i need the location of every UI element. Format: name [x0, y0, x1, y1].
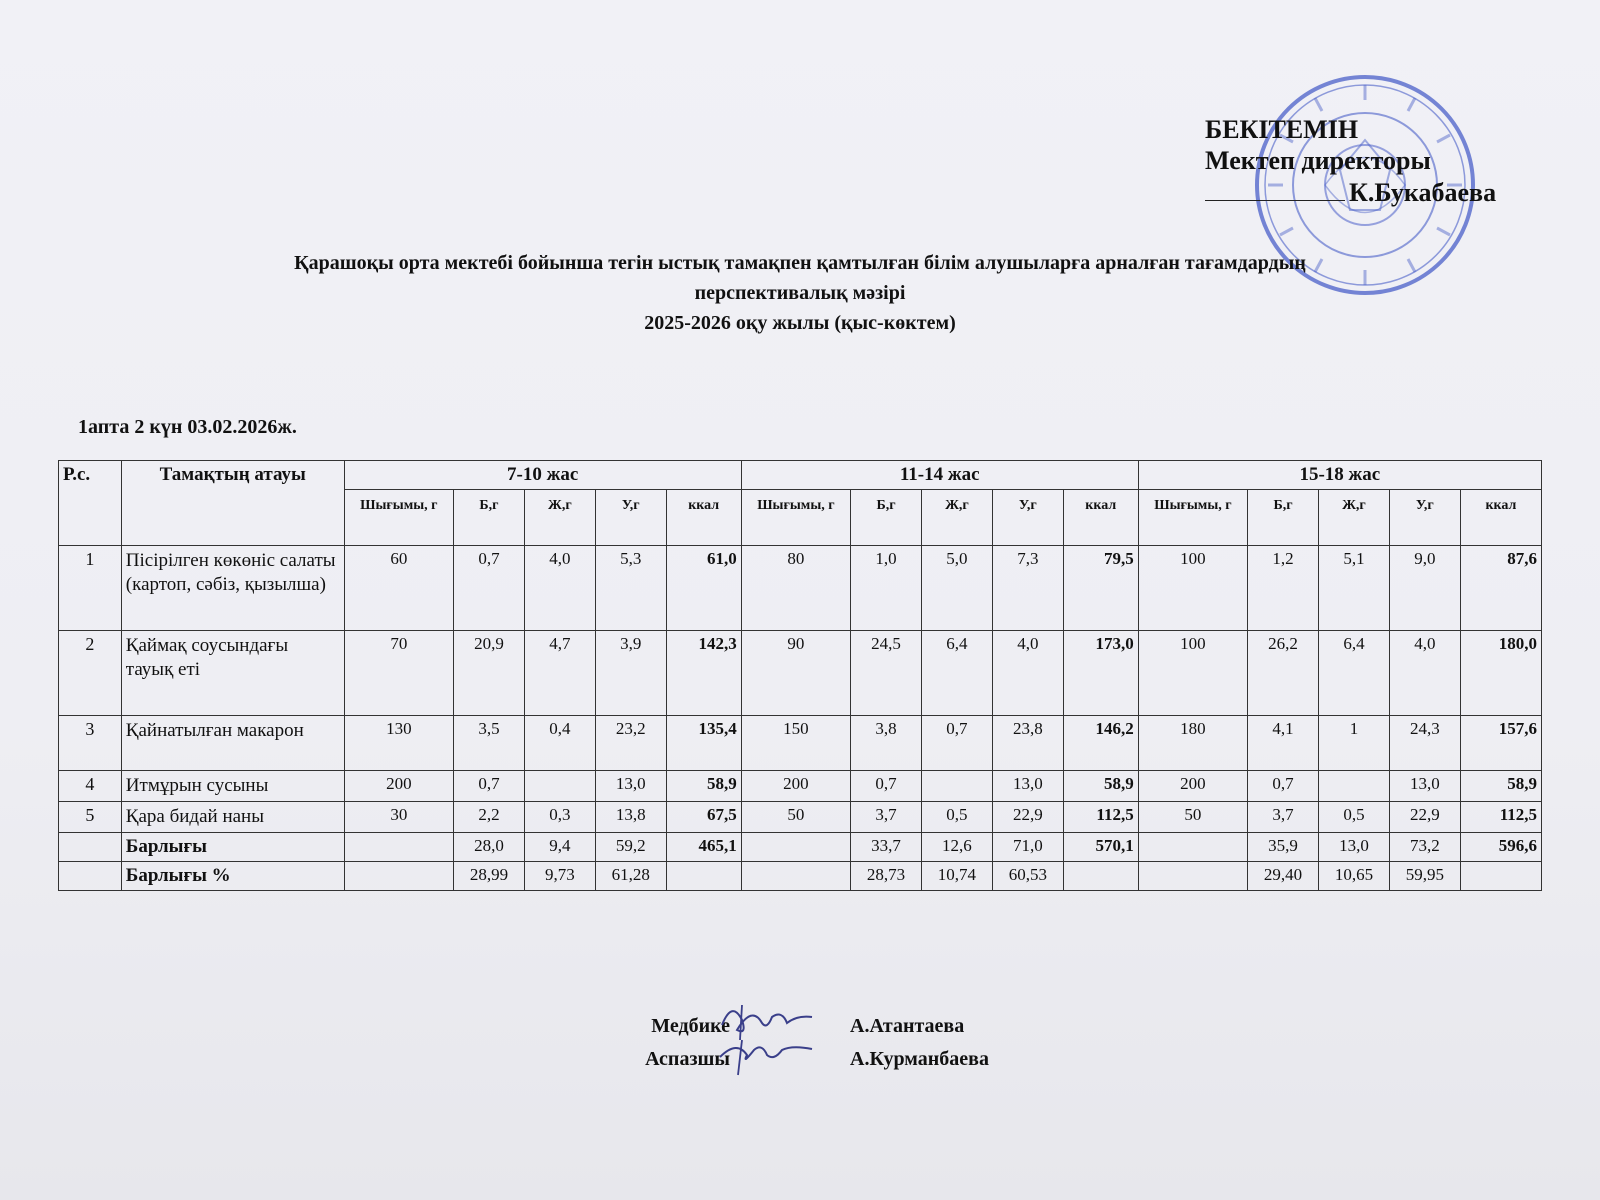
table-row	[59, 802, 1542, 833]
value-cell: 3,8	[851, 716, 922, 771]
table-row	[59, 631, 1542, 716]
value-cell: 0,7	[851, 771, 922, 802]
kcal-cell: 180,0	[1460, 631, 1541, 716]
kcal-total-cell: 570,1	[1063, 833, 1138, 862]
value-cell: 2,2	[454, 802, 525, 833]
total-row	[59, 833, 1542, 862]
row-number: 5	[59, 802, 122, 833]
week-day-label: 1апта 2 күн 03.02.2026ж.	[78, 416, 297, 438]
value-cell: 50	[741, 802, 850, 833]
kcal-cell: 146,2	[1063, 716, 1138, 771]
total-cell	[741, 833, 850, 862]
value-cell: 1	[1319, 716, 1390, 771]
signature-role: Медбике	[651, 1015, 730, 1037]
kcal-total-cell	[1063, 862, 1138, 891]
total-cell: 61,28	[595, 862, 666, 891]
value-cell: 4,0	[1389, 631, 1460, 716]
signature-name: А.Атантаева	[850, 1015, 965, 1037]
value-cell: 60	[344, 546, 453, 631]
value-cell: 1,2	[1248, 546, 1319, 631]
value-cell: 4,7	[524, 631, 595, 716]
value-cell: 13,0	[595, 771, 666, 802]
value-cell: 0,3	[524, 802, 595, 833]
total-cell	[1138, 862, 1247, 891]
kcal-cell: 112,5	[1063, 802, 1138, 833]
value-cell: 22,9	[992, 802, 1063, 833]
total-label: Барлығы	[121, 833, 344, 862]
value-cell: 3,7	[851, 802, 922, 833]
value-cell: 200	[344, 771, 453, 802]
kcal-cell: 58,9	[666, 771, 741, 802]
value-cell: 130	[344, 716, 453, 771]
subheader-cell: Ж,г	[1319, 490, 1390, 546]
total-cell: 35,9	[1248, 833, 1319, 862]
approval-block	[1205, 114, 1496, 208]
col-header-rn: Р.с.	[59, 461, 122, 546]
value-cell	[921, 771, 992, 802]
kcal-cell: 87,6	[1460, 546, 1541, 631]
kcal-cell: 112,5	[1460, 802, 1541, 833]
value-cell: 26,2	[1248, 631, 1319, 716]
dish-name: Қара бидай наны	[121, 802, 344, 833]
value-cell: 13,0	[1389, 771, 1460, 802]
kcal-cell: 135,4	[666, 716, 741, 771]
director-name: К.Букабаева	[1349, 178, 1497, 207]
empty-cell	[59, 833, 122, 862]
total-cell	[344, 862, 453, 891]
value-cell: 200	[741, 771, 850, 802]
kcal-cell: 79,5	[1063, 546, 1138, 631]
value-cell: 20,9	[454, 631, 525, 716]
value-cell: 5,1	[1319, 546, 1390, 631]
subheader-cell: Ж,г	[921, 490, 992, 546]
kcal-total-cell	[1460, 862, 1541, 891]
value-cell: 23,2	[595, 716, 666, 771]
kcal-cell: 173,0	[1063, 631, 1138, 716]
handwritten-signatures	[712, 995, 822, 1085]
table-row	[59, 546, 1542, 631]
group-header: 7-10 жас	[344, 461, 741, 490]
total-cell: 28,73	[851, 862, 922, 891]
value-cell: 24,5	[851, 631, 922, 716]
approval-position: Мектеп директоры	[1205, 146, 1431, 175]
row-number: 1	[59, 546, 122, 631]
value-cell: 3,9	[595, 631, 666, 716]
total-cell: 73,2	[1389, 833, 1460, 862]
value-cell: 4,0	[992, 631, 1063, 716]
subheader-cell: Ж,г	[524, 490, 595, 546]
value-cell: 0,7	[1248, 771, 1319, 802]
total-cell: 59,2	[595, 833, 666, 862]
total-cell: 9,4	[524, 833, 595, 862]
total-cell: 28,0	[454, 833, 525, 862]
value-cell: 0,7	[454, 771, 525, 802]
total-cell: 10,74	[921, 862, 992, 891]
total-cell: 60,53	[992, 862, 1063, 891]
subheader-cell: У,г	[992, 490, 1063, 546]
subheader-cell: У,г	[595, 490, 666, 546]
title-line-3: 2025-2026 оқу жылы (қыс-көктем)	[644, 312, 956, 334]
kcal-cell: 61,0	[666, 546, 741, 631]
value-cell: 180	[1138, 716, 1247, 771]
kcal-cell: 67,5	[666, 802, 741, 833]
value-cell: 13,8	[595, 802, 666, 833]
value-cell	[1319, 771, 1390, 802]
dish-name: Қаймақ соусындағы тауық еті	[121, 631, 344, 716]
subheader-cell: Шығымы, г	[1138, 490, 1247, 546]
header-row-groups	[59, 461, 1542, 490]
total-cell	[344, 833, 453, 862]
total-cell: 12,6	[921, 833, 992, 862]
total-label: Барлығы %	[121, 862, 344, 891]
total-cell	[741, 862, 850, 891]
total-cell: 59,95	[1389, 862, 1460, 891]
value-cell: 3,5	[454, 716, 525, 771]
table-row	[59, 771, 1542, 802]
value-cell: 6,4	[921, 631, 992, 716]
total-cell: 71,0	[992, 833, 1063, 862]
value-cell: 0,7	[921, 716, 992, 771]
title-line-2: перспективалық мәзірі	[694, 282, 906, 304]
subheader-cell: Б,г	[851, 490, 922, 546]
value-cell: 22,9	[1389, 802, 1460, 833]
value-cell: 150	[741, 716, 850, 771]
signature-role: Аспазшы	[645, 1048, 730, 1070]
value-cell: 90	[741, 631, 850, 716]
total-cell: 13,0	[1319, 833, 1390, 862]
value-cell: 50	[1138, 802, 1247, 833]
menu-table	[58, 460, 1542, 891]
dish-name: Қайнатылған макарон	[121, 716, 344, 771]
approval-signature-line	[1205, 176, 1496, 208]
table-row	[59, 716, 1542, 771]
total-cell: 29,40	[1248, 862, 1319, 891]
director-signature-blank	[1205, 176, 1345, 201]
value-cell: 6,4	[1319, 631, 1390, 716]
value-cell: 1,0	[851, 546, 922, 631]
value-cell: 5,3	[595, 546, 666, 631]
value-cell: 0,5	[1319, 802, 1390, 833]
row-number: 2	[59, 631, 122, 716]
value-cell: 70	[344, 631, 453, 716]
kcal-total-cell: 596,6	[1460, 833, 1541, 862]
empty-cell	[59, 862, 122, 891]
kcal-cell: 58,9	[1063, 771, 1138, 802]
menu-table-body	[59, 546, 1542, 891]
signature-name: А.Курманбаева	[850, 1048, 989, 1070]
total-cell: 28,99	[454, 862, 525, 891]
value-cell: 9,0	[1389, 546, 1460, 631]
subheader-cell: ккал	[1460, 490, 1541, 546]
group-header: 15-18 жас	[1138, 461, 1541, 490]
subheader-cell: ккал	[666, 490, 741, 546]
value-cell: 100	[1138, 631, 1247, 716]
value-cell: 100	[1138, 546, 1247, 631]
subheader-cell: Шығымы, г	[344, 490, 453, 546]
value-cell: 30	[344, 802, 453, 833]
value-cell: 5,0	[921, 546, 992, 631]
value-cell: 13,0	[992, 771, 1063, 802]
kcal-cell: 157,6	[1460, 716, 1541, 771]
kcal-total-cell	[666, 862, 741, 891]
col-header-name: Тамақтың атауы	[121, 461, 344, 546]
value-cell: 4,0	[524, 546, 595, 631]
total-cell: 10,65	[1319, 862, 1390, 891]
subheader-cell: У,г	[1389, 490, 1460, 546]
subheader-cell: ккал	[1063, 490, 1138, 546]
total-percent-row	[59, 862, 1542, 891]
value-cell: 0,4	[524, 716, 595, 771]
value-cell: 0,7	[454, 546, 525, 631]
value-cell	[524, 771, 595, 802]
title-line-1: Қарашоқы орта мектебі бойынша тегін ыстық тамақпен қамтылған білім алушыларға арналған тағамдардың	[294, 252, 1306, 274]
value-cell: 0,5	[921, 802, 992, 833]
subheader-cell: Б,г	[454, 490, 525, 546]
row-number: 4	[59, 771, 122, 802]
document-title	[150, 248, 1450, 338]
total-cell: 9,73	[524, 862, 595, 891]
total-cell	[1138, 833, 1247, 862]
value-cell: 23,8	[992, 716, 1063, 771]
value-cell: 24,3	[1389, 716, 1460, 771]
value-cell: 200	[1138, 771, 1247, 802]
kcal-total-cell: 465,1	[666, 833, 741, 862]
approval-heading: БЕКІТЕМІН	[1205, 115, 1359, 144]
subheader-cell: Шығымы, г	[741, 490, 850, 546]
value-cell: 7,3	[992, 546, 1063, 631]
dish-name: Пісірілген көкөніс салаты (картоп, сәбіз, қызылша)	[121, 546, 344, 631]
group-header: 11-14 жас	[741, 461, 1138, 490]
total-cell: 33,7	[851, 833, 922, 862]
row-number: 3	[59, 716, 122, 771]
kcal-cell: 58,9	[1460, 771, 1541, 802]
dish-name: Итмұрын сусыны	[121, 771, 344, 802]
value-cell: 80	[741, 546, 850, 631]
value-cell: 3,7	[1248, 802, 1319, 833]
value-cell: 4,1	[1248, 716, 1319, 771]
subheader-cell: Б,г	[1248, 490, 1319, 546]
kcal-cell: 142,3	[666, 631, 741, 716]
